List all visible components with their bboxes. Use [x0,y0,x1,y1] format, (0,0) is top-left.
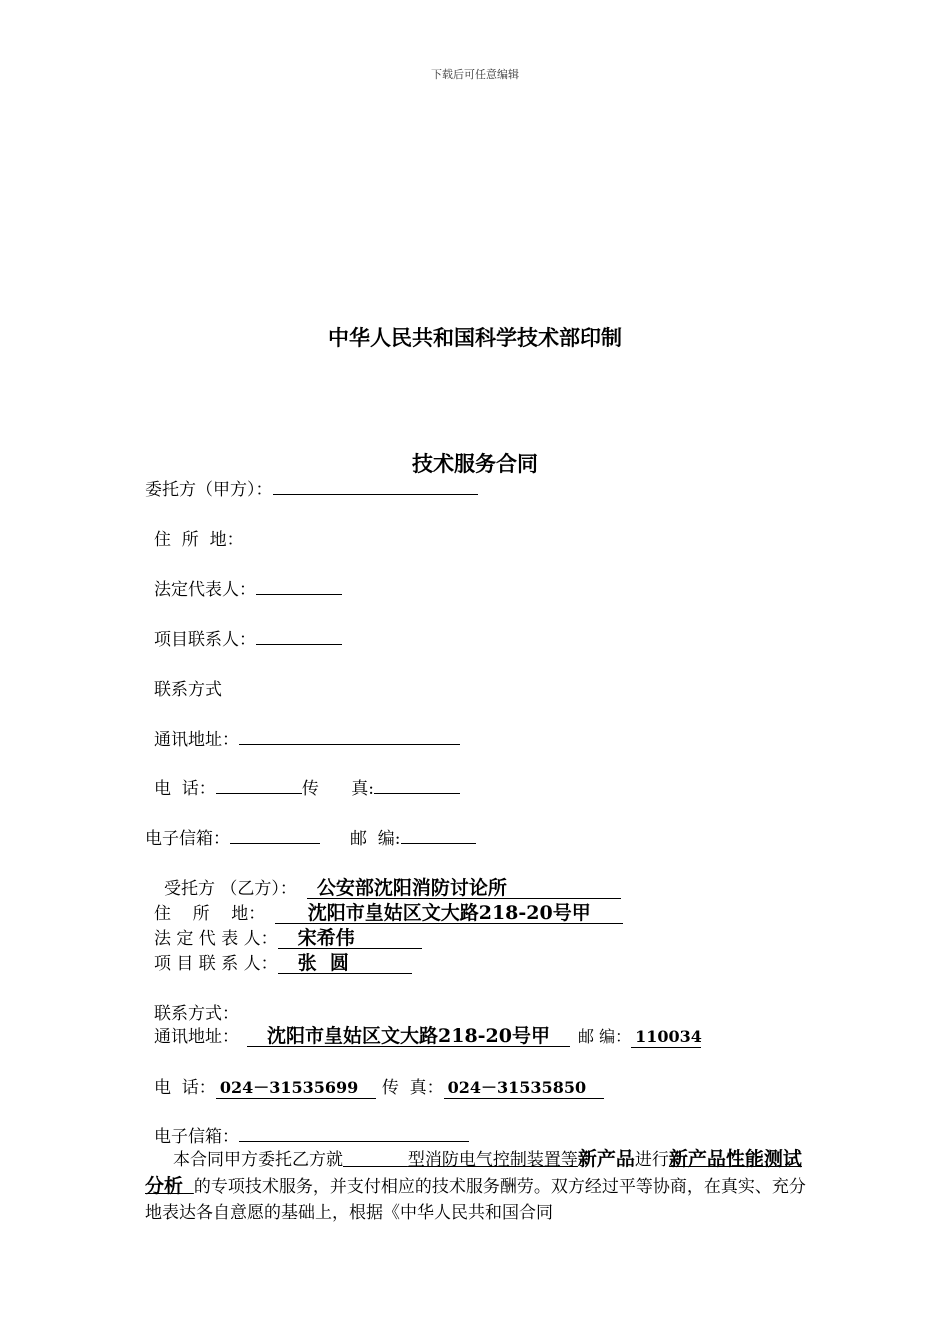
client-legal-rep-row [154,575,342,600]
body-product-type: 型消防电气控制装置等 [407,1150,578,1170]
contractor-mail-address: 沈阳市皇姑区文大路218-20号甲 [247,1026,570,1047]
client-contact-method: 联系方式 [154,680,222,700]
contractor-address: 沈阳市皇姑区文大路218-20号甲 [275,903,623,924]
client-label: 委托方（甲方）： [145,480,273,500]
contractor-legal-rep-label: 法 定 代 表 人： [154,929,278,949]
ministry-imprint: 中华人民共和国科学技术部印制 [328,326,622,350]
client-email-label: 电子信箱： [145,829,230,849]
client-project-contact-blank[interactable] [256,626,342,645]
contractor-mail-address-row [154,1022,701,1048]
client-fax-blank[interactable] [374,775,460,794]
client-address-label: 住 所 地： [154,530,244,550]
contractor-email-row [154,1122,469,1147]
contractor-email-blank[interactable] [239,1123,469,1142]
contractor-phone-fax-row [154,1073,604,1099]
client-legal-rep-blank[interactable] [256,576,342,595]
contractor-contact-method: 联系方式： [154,1004,239,1024]
contractor-fax-label: 传 真： [381,1078,444,1098]
contractor-address-label: 住 所 地： [154,904,266,924]
client-row [145,475,478,500]
client-phone-fax-row [154,774,460,799]
contractor-label: 受托方 （乙方）： [164,879,297,899]
contractor-address-row [154,899,623,924]
contractor-phone: 024－31535699 [216,1078,376,1099]
contractor-row [164,874,621,899]
body-service-name: 新产品性能测试分析 [145,1148,802,1197]
client-email-postcode-row [145,824,476,849]
client-postcode-label: 邮 编: [350,829,401,849]
client-fax-label: 传 真: [301,779,374,799]
body-text-2: 进行 [634,1150,669,1170]
client-email-blank[interactable] [230,825,320,844]
contractor-legal-rep: 宋希伟 [278,928,422,949]
client-phone-blank[interactable] [216,775,302,794]
client-postcode-blank[interactable] [401,825,476,844]
contractor-name: 公安部沈阳消防讨论所 [307,878,621,899]
contractor-legal-rep-row [154,924,422,949]
contractor-phone-label: 电 话： [154,1078,216,1098]
client-project-contact-label: 项目联系人： [154,630,256,650]
download-note: 下载后可任意编辑 [431,68,519,81]
contractor-project-contact-label: 项 目 联 系 人： [154,954,278,974]
contractor-postcode: 110034 [631,1027,701,1048]
body-new-product: 新产品 [577,1148,635,1170]
client-mail-address-label: 通讯地址： [154,730,239,750]
client-mail-address-row [154,725,460,750]
contractor-project-contact-row [154,949,412,974]
body-text-1: 本合同甲方委托乙方就 [173,1150,343,1170]
contractor-postcode-label: 邮 编： [578,1027,632,1046]
client-phone-label: 电 话： [154,779,216,799]
client-address-row [154,525,244,550]
client-mail-address-blank[interactable] [239,726,460,745]
contractor-project-contact: 张 圆 [278,953,412,974]
contractor-email-label: 电子信箱： [154,1127,239,1147]
contractor-mail-address-label: 通讯地址： [154,1027,239,1047]
contract-title: 技术服务合同 [412,452,538,476]
contractor-fax: 024－31535850 [444,1078,604,1099]
client-blank[interactable] [273,476,478,495]
client-project-contact-row [154,625,342,650]
body-text-3: 的专项技术服务，并支付相应的技术服务酬劳。双方经过平等协商，在真实、充分地表达各自意愿的基础上，根据《中华人民共和国合同 [145,1177,806,1223]
contract-body-paragraph [145,1146,807,1226]
client-legal-rep-label: 法定代表人： [154,580,256,600]
